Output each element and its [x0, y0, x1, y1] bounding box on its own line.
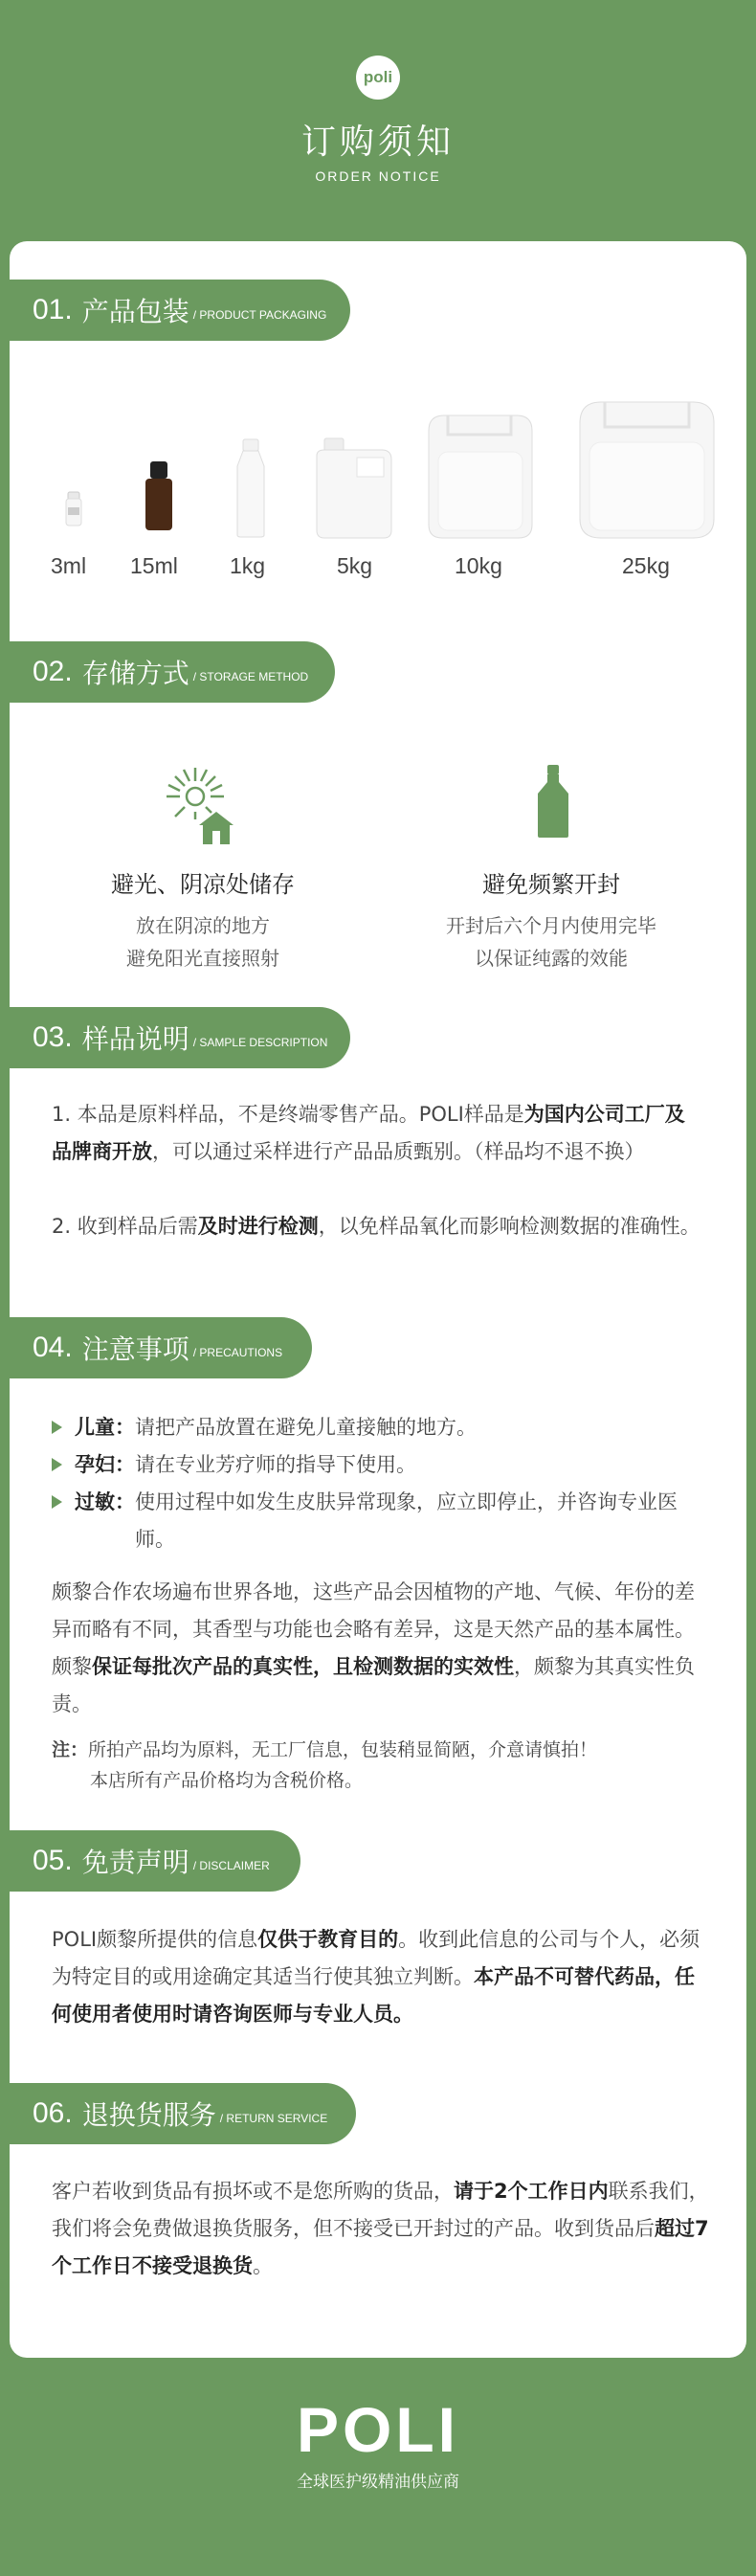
- item-value: 请在专业芳疗师的指导下使用。: [135, 1453, 416, 1476]
- bottle-1kg-image: [228, 437, 274, 539]
- text-span: POLI颇黎所提供的信息: [52, 1928, 258, 1951]
- section-number: 03.: [33, 1021, 73, 1053]
- section-title-en: / STORAGE METHOD: [192, 670, 309, 683]
- poli-logo: poli: [356, 56, 400, 100]
- section-title: 样品说明: [81, 1023, 189, 1055]
- text-span: 所拍产品均为原料，无工厂信息，包装稍显简陋，介意请慎拍！: [88, 1739, 598, 1760]
- bottle-15ml-image: [144, 459, 174, 532]
- text-span: 2. 收到样品后需: [52, 1215, 198, 1238]
- text-span: ，以免样品氧化而影响检测数据的准确性。: [318, 1215, 700, 1238]
- triangle-bullet-icon: [52, 1495, 62, 1509]
- size-label: 3ml: [51, 553, 87, 578]
- section-number: 01.: [33, 294, 73, 325]
- section-header-packaging: [10, 280, 350, 341]
- size-label: 15ml: [130, 553, 178, 578]
- storage-right-line1: 开封后六个月内使用完毕: [446, 914, 656, 937]
- text-span: 联系我们，我们将会免费做退换货服务，但不接受已开封过的产品。收到货品后: [52, 2180, 709, 2240]
- section-title: 退换货服务: [81, 2099, 216, 2131]
- text-span: 颇黎合作农场遍布世界各地，这些产品会因植物的产地、气候、年份的差异而略有不同，其香型与功能也会略有差异，这是天然产品的基本属性。颇黎: [52, 1580, 695, 1678]
- item-value: 请把产品放置在避免儿童接触的地方。: [135, 1416, 477, 1439]
- list-item: [52, 1409, 712, 1446]
- section-title: 免责声明: [81, 1847, 189, 1878]
- text-span: 。: [253, 2254, 273, 2277]
- page-title: 订购须知: [300, 123, 455, 162]
- section-header-sample: [10, 1007, 350, 1068]
- section-header-storage: [10, 641, 335, 703]
- section-header-disclaimer: [10, 1830, 300, 1892]
- storage-right-title: 避免频繁开封: [482, 871, 620, 898]
- precautions-note: [52, 1735, 702, 1796]
- text-span: ，可以通过采样进行产品品质甄别。（样品均不退不换）: [152, 1140, 645, 1163]
- storage-left-line2: 避免阳光直接照射: [126, 947, 279, 970]
- text-span: 客户若收到货品有损坏或不是您所购的货品，: [52, 2180, 454, 2203]
- text-bold: 仅供于教育目的: [257, 1928, 399, 1951]
- size-label: 5kg: [337, 553, 373, 578]
- footer-logo: POLI: [296, 2394, 459, 2465]
- section-title-en: / DISCLAIMER: [192, 1859, 270, 1872]
- returns-paragraph: [52, 2173, 712, 2285]
- section-title-en: / PRECAUTIONS: [192, 1346, 283, 1359]
- sun-house-icon: [161, 760, 233, 846]
- section-title-en: / RETURN SERVICE: [219, 2112, 328, 2125]
- size-label: 10kg: [455, 553, 502, 578]
- list-item: [52, 1446, 712, 1484]
- notice-card: [10, 241, 746, 2358]
- section-header-precautions: [10, 1317, 312, 1378]
- sample-paragraph-1: [52, 1096, 702, 1171]
- disclaimer-paragraph: [52, 1921, 712, 2033]
- item-key: 儿童：: [75, 1416, 135, 1439]
- item-key: 孕妇：: [75, 1453, 135, 1476]
- storage-right-line2: 以保证纯露的效能: [475, 947, 628, 970]
- text-span: ，颇黎为其真实性负责。: [52, 1655, 695, 1715]
- section-header-returns: [10, 2083, 356, 2144]
- text-bold: 请于2个工作日内: [454, 2180, 609, 2203]
- note-line-2: 本店所有产品价格均为含税价格。: [90, 1770, 364, 1791]
- bottle-icon: [534, 763, 572, 840]
- section-number: 05.: [33, 1845, 73, 1876]
- storage-left-title: 避光、阴凉处储存: [111, 871, 295, 898]
- triangle-bullet-icon: [52, 1421, 62, 1434]
- list-item: [52, 1484, 712, 1558]
- section-number: 04.: [33, 1332, 73, 1363]
- note-line-1: [52, 1735, 702, 1765]
- jug-5kg-image: [311, 435, 397, 540]
- bottle-3ml-image: [62, 490, 85, 528]
- page-subtitle: ORDER NOTICE: [315, 168, 441, 184]
- section-title: 存储方式: [81, 658, 189, 689]
- precautions-list: [52, 1409, 712, 1558]
- section-title-en: / SAMPLE DESCRIPTION: [192, 1036, 328, 1049]
- size-label: 1kg: [230, 553, 266, 578]
- text-span: 。收到此信息的公司与个人，必须为特定目的或用途确定其适当行使其独立判断。: [52, 1928, 700, 1988]
- jerrycan-10kg-image: [419, 406, 542, 542]
- footer-tagline: 全球医护级精油供应商: [297, 2473, 459, 2492]
- jerrycan-25kg-image: [572, 392, 722, 546]
- header: [0, 0, 756, 239]
- text-span: 1. 本品是原料样品，不是终端零售产品。POLI样品是: [52, 1103, 524, 1126]
- section-number: 02.: [33, 656, 73, 687]
- text-bold: 超过7个工作日不接受退换货: [52, 2217, 709, 2277]
- section-title: 产品包装: [81, 296, 189, 327]
- storage-left-line1: 放在阴凉的地方: [136, 914, 270, 937]
- item-value: 使用过程中如发生皮肤异常现象，应立即停止，并咨询专业医师。: [135, 1490, 678, 1551]
- section-number: 06.: [33, 2097, 73, 2129]
- section-title: 注意事项: [81, 1333, 189, 1365]
- text-bold: 及时进行检测: [197, 1215, 319, 1238]
- item-key: 过敏：: [75, 1490, 135, 1513]
- section-title-en: / PRODUCT PACKAGING: [192, 308, 327, 322]
- note-label: 注：: [52, 1739, 89, 1760]
- triangle-bullet-icon: [52, 1458, 62, 1471]
- text-bold: 为国内公司工厂及品牌商开放: [52, 1103, 685, 1163]
- text-bold: 本产品不可替代药品，任何使用者使用时请咨询医师与专业人员。: [52, 1965, 695, 2026]
- sample-paragraph-2: [52, 1208, 702, 1245]
- size-label: 25kg: [622, 553, 670, 578]
- text-bold: 保证每批次产品的真实性，且检测数据的实效性: [92, 1655, 514, 1678]
- precautions-body: [52, 1574, 712, 1723]
